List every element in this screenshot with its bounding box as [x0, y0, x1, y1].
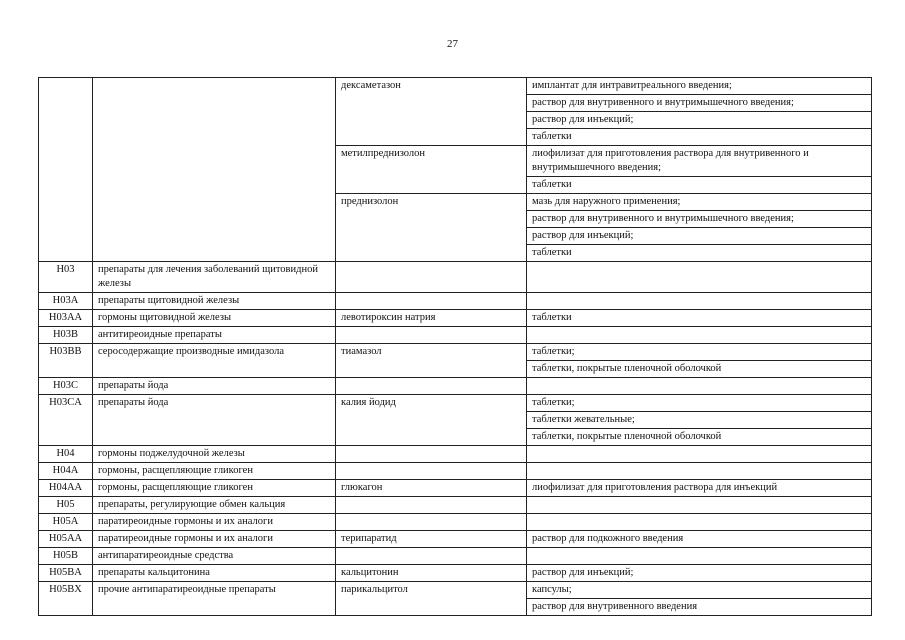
- dosage-form-line: таблетки: [527, 176, 871, 193]
- table-row: [39, 262, 872, 293]
- dosage-forms-cell: [527, 78, 872, 146]
- table-row: [39, 378, 872, 395]
- dosage-form-line: [527, 378, 871, 394]
- table-row: [39, 310, 872, 327]
- atc-code-cell: [39, 78, 93, 262]
- dosage-forms-cell: [527, 194, 872, 262]
- atc-code-cell: H03CA: [39, 395, 93, 446]
- drug-name-cell: [336, 262, 527, 293]
- table-row: [39, 344, 872, 378]
- dosage-form-line: [527, 514, 871, 530]
- dosage-forms-cell: [527, 514, 872, 531]
- drug-name-cell: парикальцитол: [336, 582, 527, 616]
- dosage-form-line: лиофилизат для приготовления раствора для внутривенного и внутримышечного введения;: [532, 148, 809, 173]
- anatomical-therapeutic-group-cell: гормоны, расщепляющие гликоген: [93, 463, 336, 480]
- dosage-forms-cell: [527, 293, 872, 310]
- anatomical-therapeutic-group-cell: препараты, регулирующие обмен кальция: [93, 497, 336, 514]
- dosage-form-line: лиофилизат для приготовления раствора для инъекций: [532, 482, 778, 493]
- dosage-forms-cell: [527, 395, 872, 446]
- anatomical-therapeutic-group-cell: гормоны, расщепляющие гликоген: [93, 480, 336, 497]
- drug-name-cell: [336, 378, 527, 395]
- dosage-forms-cell: [527, 446, 872, 463]
- drug-name-cell: тиамазол: [336, 344, 527, 378]
- table-row: [39, 395, 872, 446]
- atc-code-cell: H05AA: [39, 531, 93, 548]
- atc-code-cell: H04: [39, 446, 93, 463]
- table-row: [39, 293, 872, 310]
- drug-name-cell: [336, 327, 527, 344]
- dosage-form-line: [527, 262, 871, 278]
- anatomical-therapeutic-group-cell: прочие антипаратиреоидные препараты: [93, 582, 336, 616]
- atc-code-cell: H04AA: [39, 480, 93, 497]
- dosage-forms-cell: [527, 146, 872, 194]
- table-row: [39, 327, 872, 344]
- table-row: [39, 463, 872, 480]
- dosage-forms-cell: [527, 565, 872, 582]
- dosage-form-line: таблетки, покрытые пленочной оболочкой: [527, 360, 871, 377]
- anatomical-therapeutic-group-cell: препараты кальцитонина: [93, 565, 336, 582]
- dosage-forms-cell: [527, 310, 872, 327]
- anatomical-therapeutic-group-cell: [93, 78, 336, 262]
- atc-code-cell: H03BB: [39, 344, 93, 378]
- table-row: [39, 78, 872, 146]
- anatomical-therapeutic-group-cell: паратиреоидные гормоны и их аналоги: [93, 531, 336, 548]
- dosage-form-line: таблетки, покрытые пленочной оболочкой: [527, 428, 871, 445]
- table-body: [39, 78, 872, 616]
- dosage-form-line: раствор для внутривенного и внутримышечного введения;: [527, 94, 871, 111]
- table-row: [39, 480, 872, 497]
- anatomical-therapeutic-group-cell: антитиреоидные препараты: [93, 327, 336, 344]
- dosage-form-line: мазь для наружного применения;: [532, 196, 681, 207]
- dosage-form-line: раствор для инъекций;: [532, 567, 634, 578]
- dosage-forms-cell: [527, 378, 872, 395]
- anatomical-therapeutic-group-cell: гормоны поджелудочной железы: [93, 446, 336, 463]
- anatomical-therapeutic-group-cell: препараты щитовидной железы: [93, 293, 336, 310]
- drug-name-cell: [336, 446, 527, 463]
- atc-code-cell: H05B: [39, 548, 93, 565]
- dosage-form-line: [527, 293, 871, 309]
- dosage-forms-cell: [527, 327, 872, 344]
- atc-code-cell: H03: [39, 262, 93, 293]
- dosage-forms-cell: [527, 531, 872, 548]
- dosage-form-line: [527, 548, 871, 564]
- table-row: [39, 497, 872, 514]
- atc-code-cell: H03A: [39, 293, 93, 310]
- page-number: 27: [447, 38, 458, 50]
- anatomical-therapeutic-group-cell: паратиреоидные гормоны и их аналоги: [93, 514, 336, 531]
- dosage-forms-cell: [527, 480, 872, 497]
- dosage-form-line: таблетки;: [532, 346, 575, 357]
- atc-code-cell: H04A: [39, 463, 93, 480]
- drug-table: [38, 77, 872, 616]
- atc-code-cell: H05BX: [39, 582, 93, 616]
- drug-name-cell: [336, 463, 527, 480]
- drug-name-cell: кальцитонин: [336, 565, 527, 582]
- dosage-form-line: таблетки: [527, 244, 871, 261]
- atc-code-cell: H03AA: [39, 310, 93, 327]
- dosage-form-line: раствор для внутривенного и внутримышечного введения;: [527, 210, 871, 227]
- anatomical-therapeutic-group-cell: препараты для лечения заболеваний щитовидной железы: [93, 262, 336, 293]
- dosage-form-line: [527, 327, 871, 343]
- dosage-form-line: имплантат для интравитреального введения;: [532, 80, 732, 91]
- drug-name-cell: преднизолон: [336, 194, 527, 262]
- atc-code-cell: H05: [39, 497, 93, 514]
- atc-code-cell: H05BA: [39, 565, 93, 582]
- atc-code-cell: H05A: [39, 514, 93, 531]
- drug-name-cell: терипаратид: [336, 531, 527, 548]
- table-row: [39, 548, 872, 565]
- dosage-forms-cell: [527, 262, 872, 293]
- dosage-form-line: раствор для подкожного введения: [532, 533, 684, 544]
- dosage-forms-cell: [527, 497, 872, 514]
- drug-name-cell: левотироксин натрия: [336, 310, 527, 327]
- table-row: [39, 446, 872, 463]
- anatomical-therapeutic-group-cell: антипаратиреоидные средства: [93, 548, 336, 565]
- anatomical-therapeutic-group-cell: гормоны щитовидной железы: [93, 310, 336, 327]
- dosage-form-line: [527, 446, 871, 462]
- drug-name-cell: [336, 497, 527, 514]
- dosage-form-line: [527, 497, 871, 513]
- dosage-form-line: капсулы;: [532, 584, 572, 595]
- drug-name-cell: [336, 514, 527, 531]
- dosage-form-line: раствор для инъекций;: [527, 227, 871, 244]
- dosage-forms-cell: [527, 463, 872, 480]
- drug-name-cell: дексаметазон: [336, 78, 527, 146]
- table-row: [39, 514, 872, 531]
- drug-name-cell: [336, 293, 527, 310]
- drug-name-cell: [336, 548, 527, 565]
- dosage-form-line: таблетки;: [532, 397, 575, 408]
- table-row: [39, 565, 872, 582]
- dosage-forms-cell: [527, 344, 872, 378]
- dosage-form-line: раствор для инъекций;: [527, 111, 871, 128]
- atc-code-cell: H03B: [39, 327, 93, 344]
- table-row: [39, 531, 872, 548]
- dosage-forms-cell: [527, 548, 872, 565]
- atc-code-cell: H03C: [39, 378, 93, 395]
- drug-name-cell: калия йодид: [336, 395, 527, 446]
- table-row: [39, 582, 872, 616]
- dosage-form-line: таблетки жевательные;: [527, 411, 871, 428]
- anatomical-therapeutic-group-cell: препараты йода: [93, 395, 336, 446]
- dosage-form-line: раствор для внутривенного введения: [527, 598, 871, 615]
- anatomical-therapeutic-group-cell: серосодержащие производные имидазола: [93, 344, 336, 378]
- dosage-forms-cell: [527, 582, 872, 616]
- dosage-form-line: таблетки: [527, 128, 871, 145]
- drug-name-cell: глюкагон: [336, 480, 527, 497]
- dosage-form-line: таблетки: [532, 312, 572, 323]
- dosage-form-line: [527, 463, 871, 479]
- drug-name-cell: метилпреднизолон: [336, 146, 527, 194]
- anatomical-therapeutic-group-cell: препараты йода: [93, 378, 336, 395]
